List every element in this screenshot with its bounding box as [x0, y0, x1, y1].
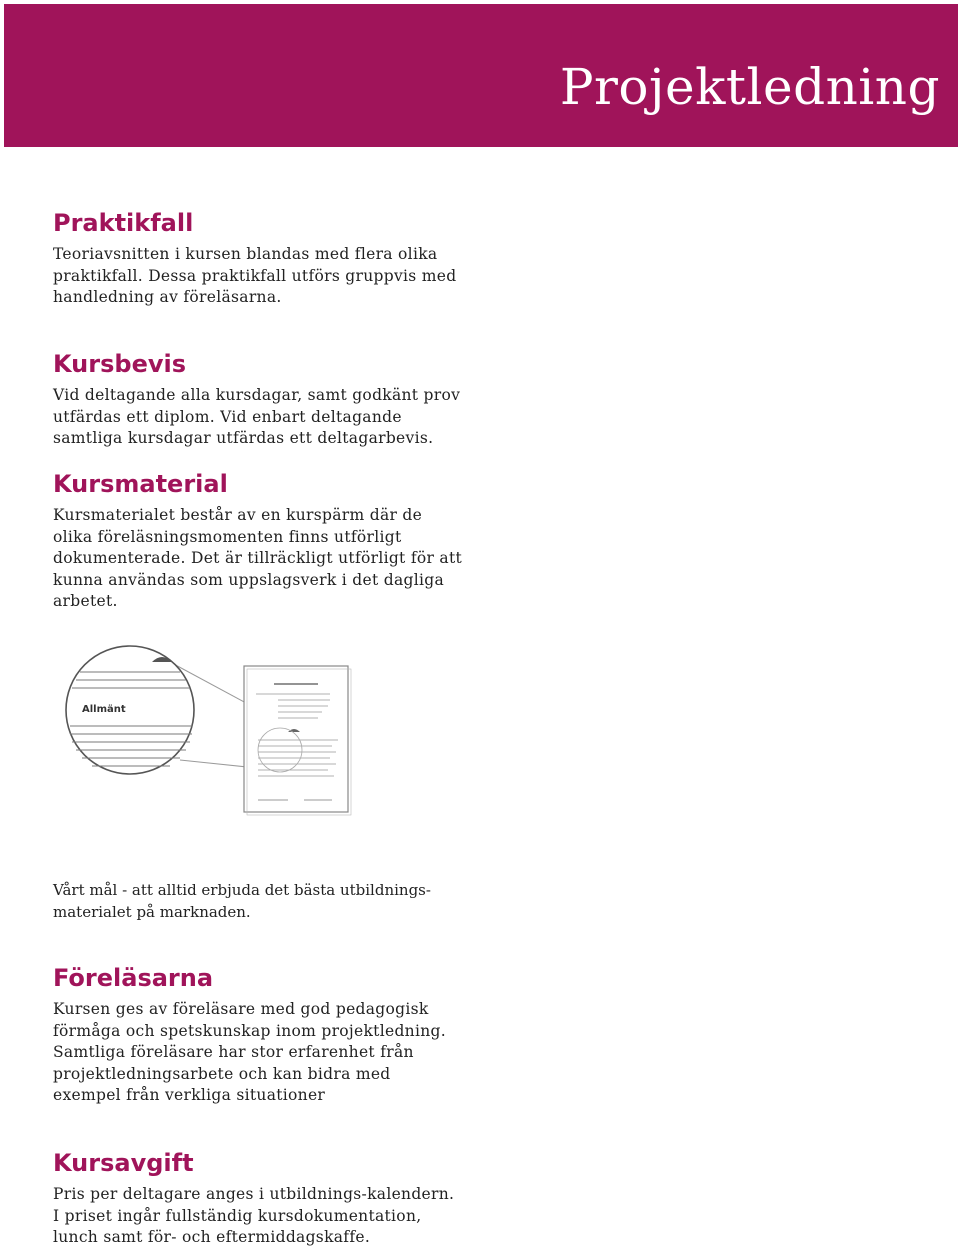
magnified-heading: Allmänt [82, 704, 126, 715]
section-body-forelasarna: Kursen ges av föreläsare med god pedagogisk förmåga och spetskunskap inom projektledning. Samtliga föreläsare har stor erfarenhet från projektledningsarbete och kan bidra med exempel från verkliga situationer [53, 1000, 446, 1105]
section-kursavgift [53, 1148, 463, 1249]
section-forelasarna [53, 963, 463, 1107]
binder-magnifier-illustration [60, 640, 360, 820]
header-band [4, 4, 958, 147]
section-kursbevis [53, 349, 463, 450]
section-body-kursmaterial: Kursmaterialet består av en kurspärm där de olika föreläsningsmomenten finns utförligt dokumenterade. Det är tillräckligt utförligt för att kunna användas som uppslagsverk i det dagliga arbetet. [53, 506, 463, 611]
section-body-praktikfall: Teoriavsnitten i kursen blandas med flera olika praktikfall. Dessa praktikfall utförs gruppvis med handledning av föreläsarna. [53, 245, 457, 307]
tagline: Vårt mål - att alltid erbjuda det bästa utbildnings-materialet på marknaden. [53, 881, 431, 921]
section-heading-forelasarna: Föreläsarna [53, 964, 214, 992]
section-praktikfall [53, 208, 463, 309]
section-heading-kursmaterial: Kursmaterial [53, 470, 228, 498]
page-title: Projektledning [559, 58, 940, 116]
section-body-kursbevis: Vid deltagande alla kursdagar, samt godkänt prov utfärdas ett diplom. Vid enbart deltagande samtliga kursdagar utfärdas ett deltagarbevis. [53, 386, 461, 448]
section-heading-kursavgift: Kursavgift [53, 1149, 194, 1177]
section-heading-praktikfall: Praktikfall [53, 209, 194, 237]
section-heading-kursbevis: Kursbevis [53, 350, 186, 378]
section-body-kursavgift: Pris per deltagare anges i utbildnings-kalendern. I priset ingår fullständig kursdokumentation, lunch samt för- och eftermiddagskaffe. [53, 1185, 455, 1247]
section-kursmaterial [53, 469, 463, 613]
